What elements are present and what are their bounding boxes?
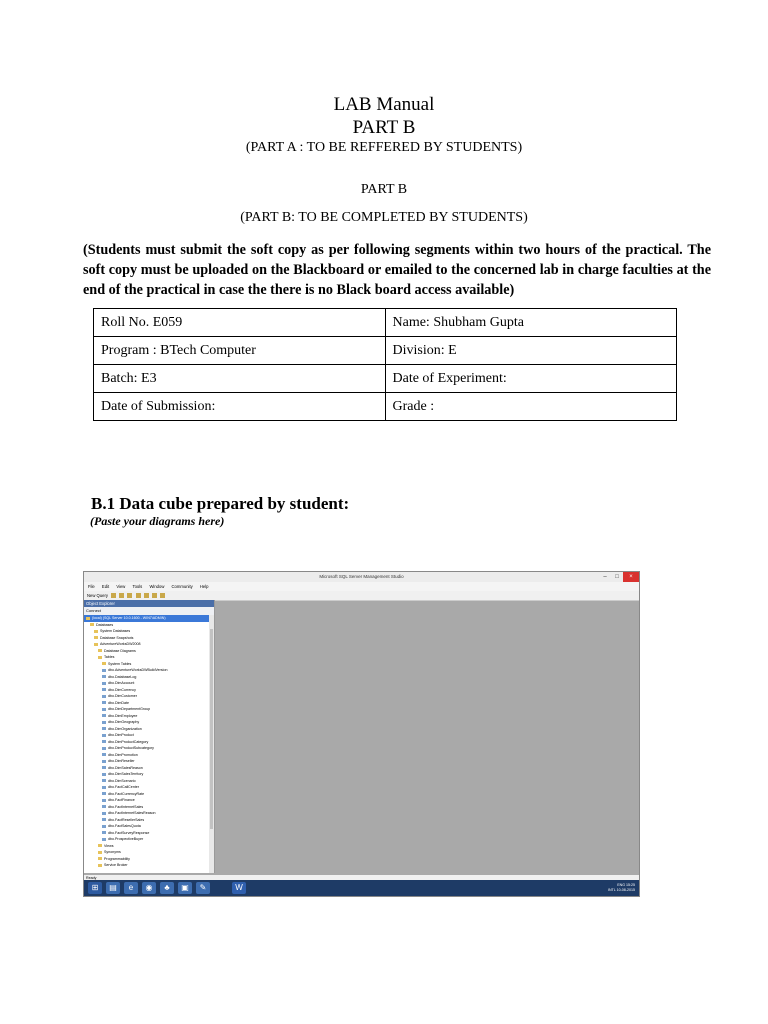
table-icon	[102, 727, 106, 730]
table-icon	[102, 753, 106, 756]
folder-icon	[98, 656, 102, 659]
tree-node-label: dbo.AdventureWorksDWBuildVersion	[108, 668, 168, 672]
tree-node-label: System Databases	[100, 629, 131, 633]
tree-node-label: Programmability	[104, 856, 130, 861]
tree-node-label: Service Broker	[104, 863, 128, 867]
table-icon	[102, 682, 106, 685]
table-cell: Division: E	[385, 337, 677, 365]
tree-node-label: dbo.DimScenario	[108, 778, 136, 783]
tree-node-label: Database Diagrams	[104, 648, 136, 653]
submission-notice: (Students must submit the soft copy as per following segments within two hours of the practical. The soft copy must be uploaded on the Blackboard or emailed to the concerned lab in charge faculties at the end of the practical in case the there is no Black board access available)	[83, 242, 711, 298]
paint-icon: ✎	[196, 882, 210, 894]
tree-node-label: dbo.FactSalesQuota	[108, 824, 141, 828]
tree-node-label: dbo.DimProductSubcategory	[108, 746, 154, 750]
tree-node-label: dbo.DimSalesTerritory	[108, 772, 144, 776]
toolbar-icon	[136, 593, 141, 598]
chrome-icon: ◉	[142, 882, 156, 894]
taskbar	[84, 880, 639, 896]
folder-icon	[98, 857, 102, 860]
table-cell: Date of Submission:	[94, 393, 386, 421]
tree-node-label: dbo.DimDate	[108, 700, 129, 705]
menu-file: File	[88, 584, 95, 589]
table-icon	[102, 714, 106, 717]
folder-icon	[98, 844, 102, 847]
tray-time: 15:25	[626, 883, 635, 887]
table-row	[94, 365, 677, 393]
tree-node-label: dbo.DimProduct	[108, 733, 134, 737]
tree-node-label: dbo.DatabaseLog	[108, 674, 137, 679]
section-instruction: (Paste your diagrams here)	[90, 514, 225, 528]
table-icon	[102, 721, 106, 724]
table-icon	[102, 688, 106, 691]
menu-help: Help	[199, 584, 209, 589]
tree-node-label: dbo.DimCustomer	[108, 694, 137, 698]
table-icon	[102, 669, 106, 672]
tree-node-label: dbo.DimPromotion	[108, 752, 138, 757]
window-title: Microsoft SQL Server Management Studio	[84, 572, 639, 582]
table-icon	[102, 760, 106, 763]
menu-community: Community	[171, 584, 193, 589]
ie-icon: e	[124, 882, 138, 894]
tree-node-label: dbo.FactCallCenter	[108, 785, 139, 789]
toolbar-icon	[127, 593, 132, 598]
explorer-scrollbar	[209, 615, 214, 873]
object-explorer	[84, 600, 215, 873]
system-tray	[608, 880, 635, 897]
part-a-note: (PART A : TO BE REFFERED BY STUDENTS)	[245, 140, 523, 155]
table-cell: Batch: E3	[94, 365, 386, 393]
table-icon	[102, 812, 106, 815]
tree-node-label: (local) (SQL Server 10.0.1600 - WIN7\ADMIN)	[92, 616, 166, 620]
folder-icon	[98, 864, 102, 867]
table-icon	[102, 734, 106, 737]
tree-node-label: dbo.DimCurrency	[108, 687, 136, 692]
tray-date: 10-08-2015	[616, 888, 635, 892]
toolbar-icon	[111, 593, 116, 598]
toolbar-icon	[160, 593, 165, 598]
menu-tools: Tools	[132, 584, 143, 589]
word-icon: W	[232, 882, 246, 894]
student-info-table	[93, 308, 677, 421]
table-icon	[102, 695, 106, 698]
windows-start-icon: ⊞	[88, 882, 102, 894]
table-icon	[102, 805, 106, 808]
table-icon	[102, 766, 106, 769]
table-cell: Roll No. E059	[94, 309, 386, 337]
table-icon	[102, 701, 106, 704]
folder-icon	[94, 643, 98, 646]
status-bar: Ready	[84, 875, 640, 881]
tree-node-label: dbo.FactSurveyResponse	[108, 830, 150, 835]
explorer-tree	[84, 615, 214, 869]
table-icon	[102, 831, 106, 834]
tree-node-label: dbo.DimAccount	[108, 681, 135, 685]
minimize-icon: –	[603, 574, 607, 580]
part-b-note: (PART B: TO BE COMPLETED BY STUDENTS)	[240, 210, 528, 225]
tree-node-label: Tables	[104, 655, 115, 659]
table-icon	[102, 818, 106, 821]
tree-node-label: Database Snapshots	[100, 635, 134, 640]
menu-window: Window	[149, 584, 165, 589]
table-icon	[102, 779, 106, 782]
table-cell: Grade :	[385, 393, 677, 421]
table-icon	[102, 675, 106, 678]
section-heading: B.1 Data cube prepared by student:	[91, 494, 350, 513]
tree-node-label: dbo.FactResellerSales	[108, 817, 145, 822]
toolbar-icon	[119, 593, 124, 598]
tree-node-label: dbo.DimDepartmentGroup	[108, 707, 151, 711]
table-icon	[102, 708, 106, 711]
menu-view: View	[116, 584, 126, 589]
manual-title: LAB Manual	[333, 94, 435, 115]
table-row	[94, 337, 677, 365]
tree-node-label: Databases	[96, 622, 114, 627]
menu-edit: Edit	[101, 584, 110, 589]
tree-node-label: dbo.DimSalesReason	[108, 765, 143, 770]
tree-node-label: dbo.FactCurrencyRate	[108, 791, 145, 796]
tree-node-label: dbo.DimReseller	[108, 759, 135, 763]
tree-node-label: dbo.DimOrganization	[108, 726, 142, 731]
table-cell: Date of Experiment:	[385, 365, 677, 393]
maximize-icon: □	[615, 574, 619, 580]
window-controls	[599, 572, 639, 582]
tree-node-label: dbo.ProspectiveBuyer	[108, 837, 144, 841]
new-query-button: New Query	[87, 593, 108, 598]
tree-node-label: AdventureWorksDW2008	[100, 642, 141, 646]
table-icon	[102, 786, 106, 789]
table-icon	[102, 825, 106, 828]
tree-node	[84, 862, 214, 869]
part-heading: PART B	[352, 117, 416, 138]
tree-node-label: dbo.DimGeography	[108, 720, 140, 724]
tree-node-label: dbo.FactInternetSalesReason	[108, 811, 156, 815]
tree-node-label: dbo.FactFinance	[108, 798, 135, 802]
table-row	[94, 309, 677, 337]
explorer-title: Object Explorer	[84, 600, 214, 607]
tray-region: INTL	[607, 888, 616, 892]
tree-node-label: Synonyms	[104, 850, 121, 854]
table-row	[94, 393, 677, 421]
folder-icon	[102, 662, 106, 665]
table-icon	[102, 792, 106, 795]
table-icon	[102, 747, 106, 750]
table-icon	[102, 838, 106, 841]
table-icon	[102, 799, 106, 802]
folder-icon	[94, 630, 98, 633]
tree-node-label: Views	[104, 843, 114, 848]
table-cell: Name: Shubham Gupta	[385, 309, 677, 337]
folder-icon	[90, 623, 94, 626]
file-explorer-icon: ▤	[106, 882, 120, 894]
folder-icon	[98, 851, 102, 854]
table-icon	[102, 740, 106, 743]
table-cell: Program : BTech Computer	[94, 337, 386, 365]
folder-icon	[98, 649, 102, 652]
ssms-screenshot	[83, 571, 640, 897]
toolbar-icon	[152, 593, 157, 598]
tree-node-label: System Tables	[108, 661, 132, 666]
tray-lang: ENG	[617, 883, 625, 887]
folder-icon	[86, 617, 90, 620]
menu-bar	[84, 582, 639, 591]
toolbar-icon	[144, 593, 149, 598]
tree-node-label: dbo.DimProductCategory	[108, 739, 149, 744]
tree-node-label: dbo.DimEmployee	[108, 713, 138, 718]
tree-node-label: dbo.FactInternetSales	[108, 804, 144, 809]
part-b-label: PART B	[360, 182, 408, 197]
close-icon: ×	[623, 572, 639, 582]
connect-button: Connect	[84, 607, 214, 615]
app-icon: ♣	[160, 882, 174, 894]
folder-icon	[94, 636, 98, 639]
ssms-icon: ▣	[178, 882, 192, 894]
table-icon	[102, 773, 106, 776]
